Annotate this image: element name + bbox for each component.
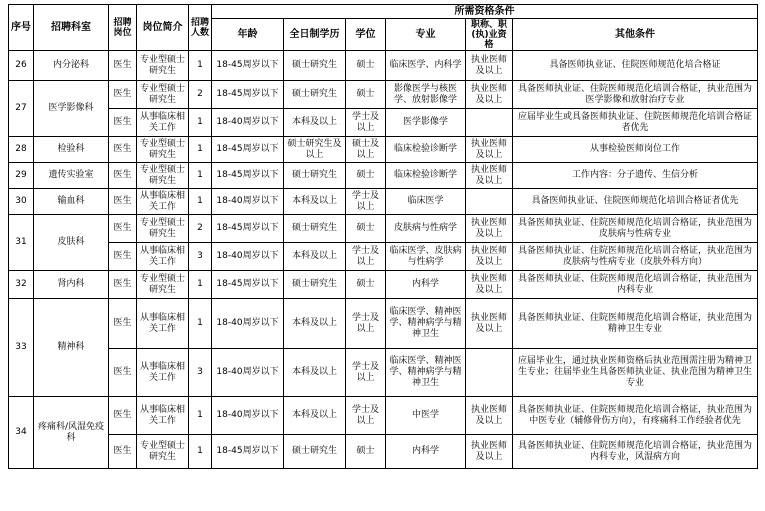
cell-major: 医学影像学 [386,109,466,137]
cell-degree: 学士及以上 [346,243,386,271]
table-row [9,51,758,81]
cell-degree: 硕士 [346,435,386,469]
cell-intro: 专业型硕士研究生 [137,51,189,81]
cell-degree: 学士及以上 [346,299,386,349]
cell-other: 具备医师执业证、住院医师规范化培训合格证，执业范围为医学影像和放射治疗专业 [513,81,758,109]
cell-count: 1 [189,271,212,299]
cell-other: 具备医师执业证、住院医师规范化培训合格证，执业范围为皮肤病与性病专业（皮肤外科方向） [513,243,758,271]
header-title: 职称、职(执)业资格 [466,19,513,51]
header-other: 其他条件 [513,19,758,51]
cell-edu: 本科及以上 [284,243,346,271]
cell-count: 1 [189,137,212,163]
header-count: 招聘人数 [189,5,212,51]
cell-seq: 26 [9,51,34,81]
cell-major: 内科学 [386,435,466,469]
table-row [9,163,758,189]
cell-seq: 29 [9,163,34,189]
cell-edu: 硕士研究生及以上 [284,137,346,163]
cell-dept: 医学影像科 [34,81,109,137]
cell-major: 临床医学 [386,189,466,215]
cell-dept: 肾内科 [34,271,109,299]
cell-degree: 学士及以上 [346,189,386,215]
cell-other: 具备医师执业证、住院医师规范化培训合格证，执业范围为精神卫生专业 [513,299,758,349]
cell-post: 医生 [109,271,137,299]
cell-intro: 从事临床相关工作 [137,243,189,271]
cell-dept: 检验科 [34,137,109,163]
header-degree: 学位 [346,19,386,51]
table-row [9,349,758,397]
cell-edu: 硕士研究生 [284,51,346,81]
cell-intro: 专业型硕士研究生 [137,271,189,299]
cell-edu: 硕士研究生 [284,435,346,469]
cell-other: 工作内容：分子遗传、生信分析 [513,163,758,189]
cell-post: 医生 [109,189,137,215]
cell-major: 皮肤病与性病学 [386,215,466,243]
cell-count: 1 [189,189,212,215]
table-row [9,243,758,271]
cell-count: 1 [189,109,212,137]
cell-degree: 学士及以上 [346,109,386,137]
cell-intro: 从事临床相关工作 [137,349,189,397]
cell-age: 18-40周岁以下 [212,397,284,435]
table-row [9,271,758,299]
cell-title: 执业医师及以上 [466,299,513,349]
cell-post: 医生 [109,435,137,469]
cell-degree: 硕士 [346,271,386,299]
cell-major: 临床检验诊断学 [386,137,466,163]
cell-degree: 硕士 [346,81,386,109]
table-row [9,109,758,137]
cell-dept: 遗传实验室 [34,163,109,189]
cell-edu: 本科及以上 [284,397,346,435]
cell-seq: 28 [9,137,34,163]
cell-age: 18-45周岁以下 [212,271,284,299]
cell-title [466,189,513,215]
cell-major: 影像医学与核医学、放射影像学 [386,81,466,109]
cell-dept: 精神科 [34,299,109,397]
cell-edu: 本科及以上 [284,109,346,137]
recruitment-table [8,4,758,469]
cell-major: 临床医学、精神医学、精神病学与精神卫生 [386,349,466,397]
cell-intro: 专业型硕士研究生 [137,163,189,189]
cell-post: 医生 [109,243,137,271]
cell-degree: 硕士 [346,215,386,243]
cell-age: 18-40周岁以下 [212,349,284,397]
cell-age: 18-40周岁以下 [212,299,284,349]
header-age: 年龄 [212,19,284,51]
table-row [9,189,758,215]
cell-post: 医生 [109,215,137,243]
cell-other: 具备医师执业证、住院医师规范化培训合格证者优先 [513,189,758,215]
cell-title: 执业医师及以上 [466,81,513,109]
cell-age: 18-45周岁以下 [212,51,284,81]
header-quals: 所需资格条件 [212,5,758,19]
cell-intro: 专业型硕士研究生 [137,215,189,243]
cell-edu: 硕士研究生 [284,215,346,243]
header-seq: 序号 [9,5,34,51]
header-intro: 岗位简介 [137,5,189,51]
cell-title: 执业医师及以上 [466,397,513,435]
cell-major: 临床医学、皮肤病与性病学 [386,243,466,271]
header-post: 招聘岗位 [109,5,137,51]
cell-dept: 输血科 [34,189,109,215]
cell-title: 执业医师及以上 [466,435,513,469]
cell-post: 医生 [109,137,137,163]
cell-dept: 皮肤科 [34,215,109,271]
cell-count: 3 [189,349,212,397]
cell-major: 临床医学、精神医学、精神病学与精神卫生 [386,299,466,349]
cell-post: 医生 [109,163,137,189]
cell-major: 临床医学、内科学 [386,51,466,81]
cell-edu: 本科及以上 [284,189,346,215]
cell-title: 执业医师及以上 [466,163,513,189]
cell-intro: 从事临床相关工作 [137,397,189,435]
cell-major: 中医学 [386,397,466,435]
cell-post: 医生 [109,109,137,137]
cell-intro: 专业型硕士研究生 [137,137,189,163]
cell-edu: 本科及以上 [284,299,346,349]
header-dept: 招聘科室 [34,5,109,51]
cell-other: 从事检验医师岗位工作 [513,137,758,163]
cell-count: 1 [189,163,212,189]
cell-post: 医生 [109,51,137,81]
cell-intro: 从事临床相关工作 [137,189,189,215]
table-row [9,397,758,435]
table-row [9,215,758,243]
cell-intro: 专业型硕士研究生 [137,435,189,469]
cell-post: 医生 [109,81,137,109]
cell-count: 1 [189,435,212,469]
cell-other: 具备医师执业证、住院医师规范化培训合格证，执业范围为中医专业（辅修骨伤方向），有疼痛科工作经验者优先 [513,397,758,435]
cell-intro: 从事临床相关工作 [137,299,189,349]
table-row [9,81,758,109]
cell-age: 18-40周岁以下 [212,243,284,271]
cell-intro: 专业型硕士研究生 [137,81,189,109]
cell-count: 1 [189,51,212,81]
cell-title: 执业医师及以上 [466,137,513,163]
cell-age: 18-45周岁以下 [212,163,284,189]
cell-major: 内科学 [386,271,466,299]
cell-other: 具备医师执业证、住院医师规范化培训合格证，执业范围为皮肤病与性病专业 [513,215,758,243]
table-row [9,435,758,469]
cell-degree: 硕士及以上 [346,137,386,163]
cell-post: 医生 [109,299,137,349]
cell-other: 应届毕业生，通过执业医师资格后执业范围需注册为精神卫生专业；往届毕业生具备医师执业证、执业范围为精神卫生专业 [513,349,758,397]
cell-edu: 硕士研究生 [284,81,346,109]
cell-edu: 本科及以上 [284,349,346,397]
cell-seq: 34 [9,397,34,469]
cell-seq: 31 [9,215,34,271]
cell-other: 应届毕业生或具备医师执业证、住院医师规范化培训合格证者优先 [513,109,758,137]
cell-intro: 从事临床相关工作 [137,109,189,137]
header-edu: 全日制学历 [284,19,346,51]
cell-dept: 疼痛科/风湿免疫科 [34,397,109,469]
table-row [9,137,758,163]
cell-count: 1 [189,397,212,435]
cell-other: 具备医师执业证、住院医师规范化培合格证 [513,51,758,81]
cell-count: 3 [189,243,212,271]
cell-major: 临床检验诊断学 [386,163,466,189]
cell-count: 1 [189,299,212,349]
cell-title [466,109,513,137]
header-major: 专业 [386,19,466,51]
cell-title [466,349,513,397]
cell-edu: 硕士研究生 [284,163,346,189]
cell-age: 18-40周岁以下 [212,189,284,215]
cell-other: 具备医师执业证、住院医师规范化培训合格证，执业范围为内科专业，风湿病方向 [513,435,758,469]
cell-degree: 学士及以上 [346,349,386,397]
cell-count: 2 [189,81,212,109]
cell-seq: 30 [9,189,34,215]
cell-degree: 学士及以上 [346,397,386,435]
cell-other: 具备医师执业证、住院医师规范化培训合格证，执业范围为内科专业 [513,271,758,299]
cell-dept: 内分泌科 [34,51,109,81]
cell-post: 医生 [109,349,137,397]
table-row [9,299,758,349]
cell-age: 18-45周岁以下 [212,215,284,243]
cell-title: 执业医师及以上 [466,51,513,81]
cell-count: 2 [189,215,212,243]
cell-degree: 硕士 [346,51,386,81]
cell-title: 执业医师及以上 [466,271,513,299]
cell-edu: 硕士研究生 [284,271,346,299]
cell-seq: 32 [9,271,34,299]
cell-degree: 硕士 [346,163,386,189]
cell-title: 执业医师及以上 [466,215,513,243]
cell-post: 医生 [109,397,137,435]
cell-age: 18-40周岁以下 [212,109,284,137]
cell-age: 18-45周岁以下 [212,137,284,163]
cell-seq: 27 [9,81,34,137]
cell-age: 18-45周岁以下 [212,435,284,469]
cell-seq: 33 [9,299,34,397]
cell-age: 18-45周岁以下 [212,81,284,109]
cell-title: 执业医师及以上 [466,243,513,271]
